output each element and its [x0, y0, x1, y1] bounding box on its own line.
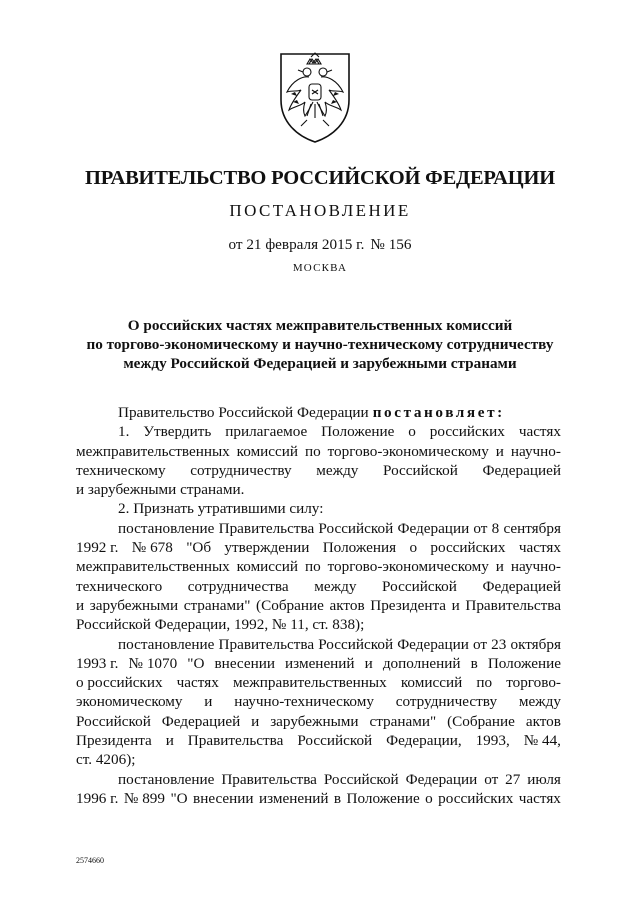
- body-word: от: [473, 519, 488, 537]
- body-word: сотрудничества: [187, 577, 289, 595]
- body-word: постановление: [118, 519, 215, 537]
- body-word: Российской: [318, 635, 394, 653]
- body-word: и: [76, 596, 85, 614]
- body-word: 8: [491, 519, 500, 537]
- body-word: № 44,: [523, 732, 561, 750]
- body-line: [76, 750, 561, 769]
- body-line: [76, 789, 561, 808]
- body-word: частях: [176, 674, 219, 692]
- body-word: российских: [438, 789, 514, 807]
- body-word: Российской: [383, 461, 458, 479]
- body-word: "О: [187, 654, 205, 672]
- coat-of-arms-icon: [273, 50, 357, 144]
- body-word: в: [470, 654, 478, 672]
- body-word: между: [316, 461, 359, 479]
- body-word: и зарубежными странами.: [76, 481, 245, 499]
- body-line: [76, 615, 561, 634]
- body-word: внесении: [214, 654, 275, 672]
- body-word: торгово-: [506, 674, 561, 692]
- body-word: и: [204, 693, 213, 711]
- body-word: (Собрание: [447, 712, 515, 730]
- body-line: [76, 442, 561, 461]
- body-word: о российских: [76, 674, 163, 692]
- body-line: [76, 461, 561, 480]
- body-word: Федерацией: [482, 461, 561, 479]
- body-word: июля: [527, 770, 561, 788]
- body-word: дополнений: [382, 654, 461, 672]
- body-word: Правительства: [465, 596, 561, 614]
- body-word: по: [476, 674, 493, 692]
- body-word: и: [165, 732, 174, 750]
- body-word: от: [473, 635, 488, 653]
- body-word: торгово-экономическому: [327, 442, 489, 460]
- body-line: [76, 538, 561, 557]
- body-word: 23: [491, 635, 507, 653]
- body-word: странами": [183, 596, 251, 614]
- decree-date: от 21 февраля 2015 г.: [228, 236, 365, 253]
- body-word: Федерации: [397, 519, 470, 537]
- body-word: Утвердить: [143, 423, 212, 441]
- body-word: и: [251, 712, 260, 730]
- body-line: [76, 731, 561, 750]
- body-word: ст. 4206);: [76, 751, 136, 769]
- body-word: в: [333, 789, 342, 807]
- preamble-line: [76, 403, 561, 422]
- body-word: межправительственных: [76, 442, 230, 460]
- body-word: актов: [329, 596, 365, 614]
- body-word: Российской Федерации, 1992, № 11, ст. 838);: [76, 616, 365, 634]
- body-line: [76, 673, 561, 692]
- body-word: сотрудничеству: [190, 461, 292, 479]
- body-word: 27: [505, 770, 521, 788]
- body-word: Правительства: [221, 770, 317, 788]
- body-word: Российской: [323, 770, 399, 788]
- body-word: торгово-экономическому: [327, 558, 489, 576]
- body-word: 1996 г.: [76, 789, 119, 807]
- body-word: странами": [369, 712, 437, 730]
- decree-number: № 156: [370, 236, 412, 253]
- body-line: [76, 596, 561, 615]
- body-line: [76, 557, 561, 576]
- title-line: между Российской Федерацией и зарубежными странами: [123, 355, 517, 372]
- body-line: [76, 480, 561, 499]
- body-word: постановление: [118, 635, 215, 653]
- body-line: [76, 577, 561, 596]
- body-lines: [76, 422, 561, 808]
- body-word: 1993 г.: [76, 654, 119, 672]
- body-word: комиссий: [400, 674, 463, 692]
- body-word: Федерацией: [482, 577, 561, 595]
- body-word: научно-техническому: [234, 693, 374, 711]
- body-word: и: [495, 442, 504, 460]
- body-word: изменений: [285, 654, 355, 672]
- preamble-verb: постановляет:: [372, 404, 505, 421]
- body-word: зарубежными: [89, 596, 179, 614]
- body-word: между: [518, 693, 561, 711]
- document-number: 2574660: [76, 856, 104, 865]
- body-word: комиссий: [236, 558, 299, 576]
- decree-body: [76, 403, 561, 808]
- body-word: Положение: [346, 789, 420, 807]
- title-line: по торгово-экономическому и научно-техническому сотрудничеству: [86, 336, 554, 353]
- body-word: научно-: [510, 442, 561, 460]
- body-word: постановление: [118, 770, 215, 788]
- body-word: зарубежными: [270, 712, 359, 730]
- body-line: [76, 712, 561, 731]
- body-word: утверждении: [224, 539, 310, 557]
- body-word: Президента: [370, 596, 447, 614]
- body-line: [76, 635, 561, 654]
- body-word: Российской: [382, 577, 457, 595]
- body-word: о: [409, 539, 418, 557]
- body-word: 1.: [118, 423, 130, 441]
- body-word: частях: [518, 423, 561, 441]
- body-word: 2. Признать утратившими силу:: [118, 500, 324, 518]
- body-word: частях: [518, 539, 561, 557]
- body-word: Федерации,: [386, 732, 462, 750]
- body-line: [76, 519, 561, 538]
- body-word: Положения: [322, 539, 397, 557]
- body-word: Федерации: [397, 635, 469, 653]
- body-word: о: [408, 423, 416, 441]
- body-word: по: [304, 558, 321, 576]
- city: МОСКВА: [292, 262, 348, 274]
- body-word: Российской: [297, 732, 373, 750]
- body-line: [76, 770, 561, 789]
- body-word: по: [304, 442, 321, 460]
- body-word: Российской: [318, 519, 394, 537]
- date-line: [0, 236, 640, 254]
- body-word: между: [314, 577, 357, 595]
- body-line: [76, 499, 561, 518]
- body-word: внесении: [193, 789, 254, 807]
- body-word: частях: [518, 789, 561, 807]
- body-word: "О: [170, 789, 188, 807]
- body-word: № 1070: [128, 654, 178, 672]
- body-word: экономическому: [76, 693, 183, 711]
- body-line: [76, 654, 561, 673]
- body-word: изменений: [258, 789, 329, 807]
- body-word: Положение: [487, 654, 561, 672]
- body-word: сотрудничеству: [395, 693, 498, 711]
- body-line: [76, 692, 561, 711]
- body-word: Президента: [76, 732, 152, 750]
- body-word: российских: [429, 423, 505, 441]
- body-word: научно-: [510, 558, 561, 576]
- body-word: Федерации: [405, 770, 478, 788]
- body-word: 1992 г.: [76, 539, 119, 557]
- body-word: межправительственных: [232, 674, 387, 692]
- body-word: 1993,: [475, 732, 510, 750]
- body-word: Правительства: [187, 732, 284, 750]
- body-word: октября: [510, 635, 561, 653]
- body-word: актов: [525, 712, 561, 730]
- body-word: прилагаемое: [225, 423, 308, 441]
- body-word: № 678: [131, 539, 173, 557]
- body-word: (Собрание: [256, 596, 324, 614]
- body-word: Правительства: [218, 519, 315, 537]
- body-word: и: [451, 596, 460, 614]
- decree-title: [0, 316, 640, 373]
- body-word: комиссий: [236, 442, 299, 460]
- body-word: о: [425, 789, 433, 807]
- body-word: технического: [76, 577, 163, 595]
- preamble-text: Правительство Российской Федерации: [118, 404, 369, 421]
- body-word: Федерацией: [161, 712, 241, 730]
- government-name: ПРАВИТЕЛЬСТВО РОССИЙСКОЙ ФЕДЕРАЦИИ: [85, 167, 555, 189]
- body-word: межправительственных: [76, 558, 230, 576]
- body-word: сентября: [503, 519, 561, 537]
- body-line: [76, 422, 561, 441]
- body-word: и: [364, 654, 373, 672]
- body-word: № 899: [123, 789, 165, 807]
- body-word: российских: [430, 539, 506, 557]
- body-word: Правительства: [218, 635, 315, 653]
- body-word: от: [484, 770, 499, 788]
- body-word: Положение: [321, 423, 395, 441]
- body-word: и: [495, 558, 504, 576]
- title-line: О российских частях межправительственных комиссий: [127, 317, 513, 334]
- body-word: Российской: [76, 712, 151, 730]
- document-type: ПОСТАНОВЛЕНИЕ: [229, 201, 411, 220]
- body-word: техническому: [76, 461, 166, 479]
- body-word: "Об: [186, 539, 212, 557]
